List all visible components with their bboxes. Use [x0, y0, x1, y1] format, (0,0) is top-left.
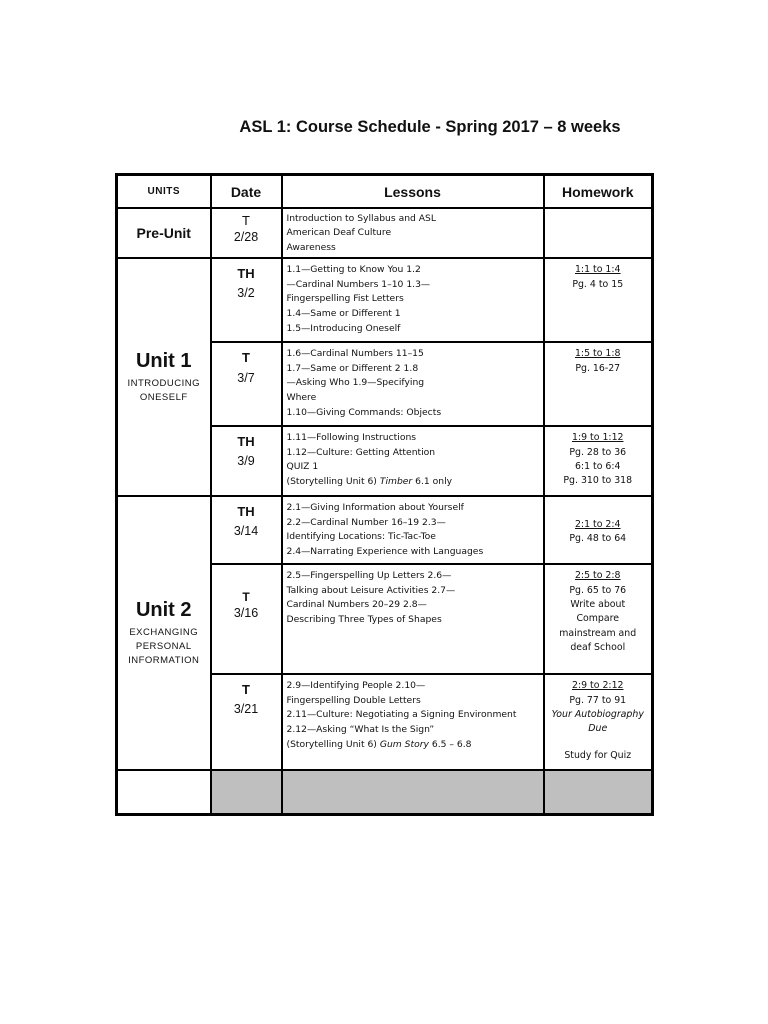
day-label: TH	[237, 266, 255, 282]
header-date: Date	[211, 175, 282, 209]
lesson-line: QUIZ 1	[286, 461, 319, 473]
homework-link[interactable]: 2:1 to 2:4	[574, 518, 621, 530]
lessons-cell	[282, 564, 544, 674]
day-label: T	[242, 350, 250, 366]
unit-subtitle: INFORMATION	[128, 654, 200, 666]
lesson-line: Awareness	[286, 241, 336, 253]
header-lessons: Lessons	[282, 175, 544, 209]
date-label: 3/2	[237, 286, 255, 301]
date-label: 3/21	[233, 702, 259, 717]
lesson-line: Fingerspelling Double Letters	[286, 694, 421, 706]
schedule-table	[115, 173, 654, 816]
lesson-line: 2.12—Asking “What Is the Sign”	[286, 724, 435, 735]
unit-cell	[117, 496, 211, 770]
homework-link[interactable]: 2:5 to 2:8	[574, 570, 621, 582]
day-label: TH	[237, 504, 255, 520]
homework-cell	[544, 564, 653, 674]
empty-cell-shaded	[282, 770, 544, 814]
homework-link[interactable]: 1:5 to 1:8	[574, 348, 621, 360]
homework-line: Pg. 65 to 76	[569, 584, 627, 596]
lesson-line: 2.1—Giving Information about Yourself	[286, 502, 464, 514]
lesson-line: Introduction to Syllabus and ASL	[286, 213, 437, 224]
homework-cell	[544, 342, 653, 426]
lesson-line: Where	[286, 392, 317, 403]
homework-link[interactable]: 1:9 to 1:12	[571, 432, 624, 444]
lesson-line	[287, 475, 540, 490]
table-row	[117, 258, 653, 342]
homework-line: mainstream and	[559, 627, 637, 639]
lesson-line: American Deaf Culture	[286, 227, 392, 239]
date-cell	[211, 342, 282, 426]
lesson-line	[287, 738, 540, 753]
day-label: T	[242, 682, 250, 698]
homework-line: Pg. 77 to 91	[569, 694, 627, 706]
lesson-line: 1.10—Giving Commands: Objects	[286, 406, 442, 418]
lesson-line: 2.4—Narrating Experience with Languages	[286, 546, 484, 557]
lesson-line: 1.6—Cardinal Numbers 11–15	[286, 348, 424, 360]
table-row-empty	[117, 770, 653, 814]
lessons-cell	[282, 342, 544, 426]
homework-line: Your Autobiography	[551, 709, 644, 721]
story-prefix: (Storytelling Unit 6)	[286, 738, 380, 750]
header-homework: Homework	[544, 175, 653, 209]
date-label: 3/16	[233, 606, 259, 621]
header-units: UNITS	[117, 175, 211, 209]
lesson-line: Talking about Leisure Activities 2.7—	[286, 584, 456, 596]
story-suffix: 6.1 only	[412, 476, 453, 487]
unit-subtitle: INTRODUCING	[127, 377, 201, 389]
homework-line: Pg. 48 to 64	[569, 533, 627, 545]
date-cell	[211, 674, 282, 770]
lesson-line: Cardinal Numbers 20–29 2.8—	[286, 599, 427, 611]
unit-subtitle: ONESELF	[139, 391, 188, 403]
story-suffix: 6.5 – 6.8	[428, 738, 472, 750]
homework-cell	[544, 674, 653, 770]
lesson-line: 1.11—Following Instructions	[286, 432, 417, 444]
empty-cell-shaded	[544, 770, 653, 814]
lesson-line: Describing Three Types of Shapes	[286, 614, 442, 625]
homework-line: Write about	[570, 599, 626, 611]
homework-cell	[544, 426, 653, 496]
lessons-cell	[282, 426, 544, 496]
lesson-line: —Cardinal Numbers 1–10 1.3—	[286, 278, 431, 290]
day-label: T	[242, 213, 250, 228]
table-row	[117, 208, 653, 258]
lessons-cell	[282, 674, 544, 770]
lesson-line: 1.12—Culture: Getting Attention	[286, 446, 436, 458]
homework-line: Study for Quiz	[564, 749, 632, 761]
lessons-cell	[282, 208, 544, 258]
empty-cell-shaded	[211, 770, 282, 814]
date-cell	[211, 208, 282, 258]
lesson-line: 2.5—Fingerspelling Up Letters 2.6—	[286, 570, 452, 582]
lesson-line: 2.2—Cardinal Number 16–19 2.3—	[286, 516, 446, 528]
homework-line: 6:1 to 6:4	[574, 461, 621, 473]
date-cell	[211, 496, 282, 564]
story-prefix: (Storytelling Unit 6)	[286, 476, 380, 487]
lessons-cell	[282, 496, 544, 564]
homework-line: Pg. 310 to 318	[563, 475, 633, 487]
date-label: 2/28	[233, 230, 259, 244]
homework-line: Pg. 4 to 15	[572, 278, 624, 290]
unit-name: Pre-Unit	[117, 208, 211, 258]
homework-cell	[544, 496, 653, 564]
lesson-line: 1.7—Same or Different 2 1.8	[286, 362, 419, 374]
lesson-line: 2.9—Identifying People 2.10—	[286, 680, 426, 692]
lesson-line: 1.5—Introducing Oneself	[286, 322, 401, 334]
page-title: ASL 1: Course Schedule - Spring 2017 – 8 weeks	[239, 118, 621, 136]
date-label: 3/14	[233, 524, 259, 539]
lesson-line: 1.1—Getting to Know You 1.2	[286, 264, 421, 276]
homework-line: Pg. 28 to 36	[569, 446, 627, 458]
unit-subtitle: PERSONAL	[135, 640, 192, 652]
lesson-line: Fingerspelling Fist Letters	[286, 293, 404, 305]
homework-line: Compare	[576, 613, 620, 625]
unit-cell	[117, 258, 211, 496]
homework-line: Pg. 16-27	[575, 362, 621, 374]
date-label: 3/7	[237, 371, 255, 386]
day-label: T	[242, 590, 250, 605]
homework-cell	[544, 258, 653, 342]
homework-line: deaf School	[570, 642, 626, 654]
empty-cell	[117, 770, 211, 814]
header-row	[117, 175, 653, 209]
date-cell	[211, 564, 282, 674]
lesson-line: Identifying Locations: Tic-Tac-Toe	[286, 531, 436, 543]
date-cell	[211, 258, 282, 342]
homework-link[interactable]: 1:1 to 1:4	[574, 264, 621, 276]
date-cell	[211, 426, 282, 496]
unit-name: Unit 2	[135, 598, 192, 621]
day-label: TH	[237, 434, 255, 450]
lesson-line: 1.4—Same or Different 1	[286, 308, 401, 319]
unit-subtitle: EXCHANGING	[129, 626, 199, 638]
date-label: 3/9	[237, 454, 255, 469]
story-title: Timber	[379, 476, 413, 487]
lessons-cell	[282, 258, 544, 342]
homework-line: Due	[588, 723, 608, 735]
lesson-line: 2.11—Culture: Negotiating a Signing Environment	[286, 709, 517, 721]
lesson-line: —Asking Who 1.9—Specifying	[286, 377, 425, 389]
unit-name: Unit 1	[135, 349, 192, 372]
table-row	[117, 496, 653, 564]
homework-cell	[544, 208, 653, 258]
story-title: Gum Story	[379, 738, 429, 750]
homework-link[interactable]: 2:9 to 2:12	[571, 680, 624, 692]
